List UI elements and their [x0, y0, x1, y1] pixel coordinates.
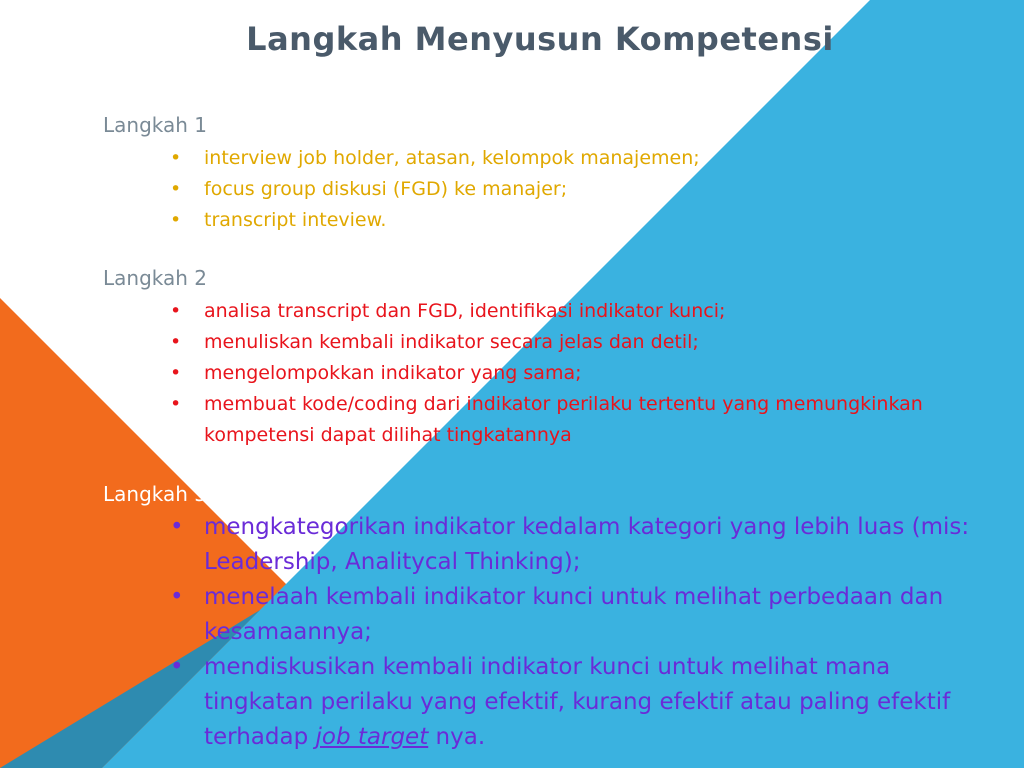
- list-item-text: mengelompokkan indikator yang sama;: [204, 362, 582, 384]
- bullet-icon: •: [170, 362, 182, 384]
- list-item: [170, 510, 1000, 580]
- job-target-emphasis: job target: [315, 724, 429, 750]
- list-item: [170, 174, 700, 205]
- list-item: [170, 327, 930, 358]
- list-item-text: mengkategorikan indikator kedalam kategori yang lebih luas (mis: Leadership, Analitycal Thinking);: [204, 514, 970, 575]
- bullet-icon: •: [170, 147, 182, 169]
- list-item-text: focus group diskusi (FGD) ke manajer;: [204, 178, 568, 200]
- bullet-icon: •: [170, 300, 182, 322]
- bullet-icon: •: [170, 584, 184, 610]
- list-item: [170, 389, 930, 451]
- list-item: [170, 650, 1000, 755]
- list-item-text: menuliskan kembali indikator secara jelas dan detil;: [204, 331, 699, 353]
- step-2-bullet-list: [170, 296, 930, 451]
- slide-title: Langkah Menyusun Kompetensi: [246, 20, 834, 58]
- list-item-text: membuat kode/coding dari indikator perilaku tertentu yang memungkinkan kompetensi dapat dilihat tingkatannya: [204, 393, 923, 446]
- step-3-label: Langkah 3: [103, 482, 208, 506]
- list-item: [170, 358, 930, 389]
- bullet-icon: •: [170, 514, 184, 540]
- list-item: [170, 205, 700, 236]
- list-item: [170, 580, 1000, 650]
- list-item-text: [204, 654, 950, 750]
- list-item: [170, 296, 930, 327]
- bullet-icon: •: [170, 209, 182, 231]
- list-item-text: interview job holder, atasan, kelompok manajemen;: [204, 147, 700, 169]
- list-item-text: analisa transcript dan FGD, identifikasi indikator kunci;: [204, 300, 726, 322]
- text-before-emphasis: mendiskusikan kembali indikator kunci untuk melihat mana tingkatan perilaku yang efektif, kurang efektif atau paling efektif terhadap: [204, 654, 951, 750]
- step-2-label: Langkah 2: [103, 266, 208, 290]
- bullet-icon: •: [170, 331, 182, 353]
- list-item-text: transcript inteview.: [204, 209, 387, 231]
- step-1-label: Langkah 1: [103, 113, 208, 137]
- list-item-text: menelaah kembali indikator kunci untuk melihat perbedaan dan kesamaannya;: [204, 584, 944, 645]
- step-1-bullet-list: [170, 143, 700, 236]
- bullet-icon: •: [170, 654, 184, 680]
- list-item: [170, 143, 700, 174]
- bullet-icon: •: [170, 393, 182, 415]
- bullet-icon: •: [170, 178, 182, 200]
- text-after-emphasis: nya.: [428, 724, 486, 750]
- step-3-bullet-list: [170, 510, 1000, 755]
